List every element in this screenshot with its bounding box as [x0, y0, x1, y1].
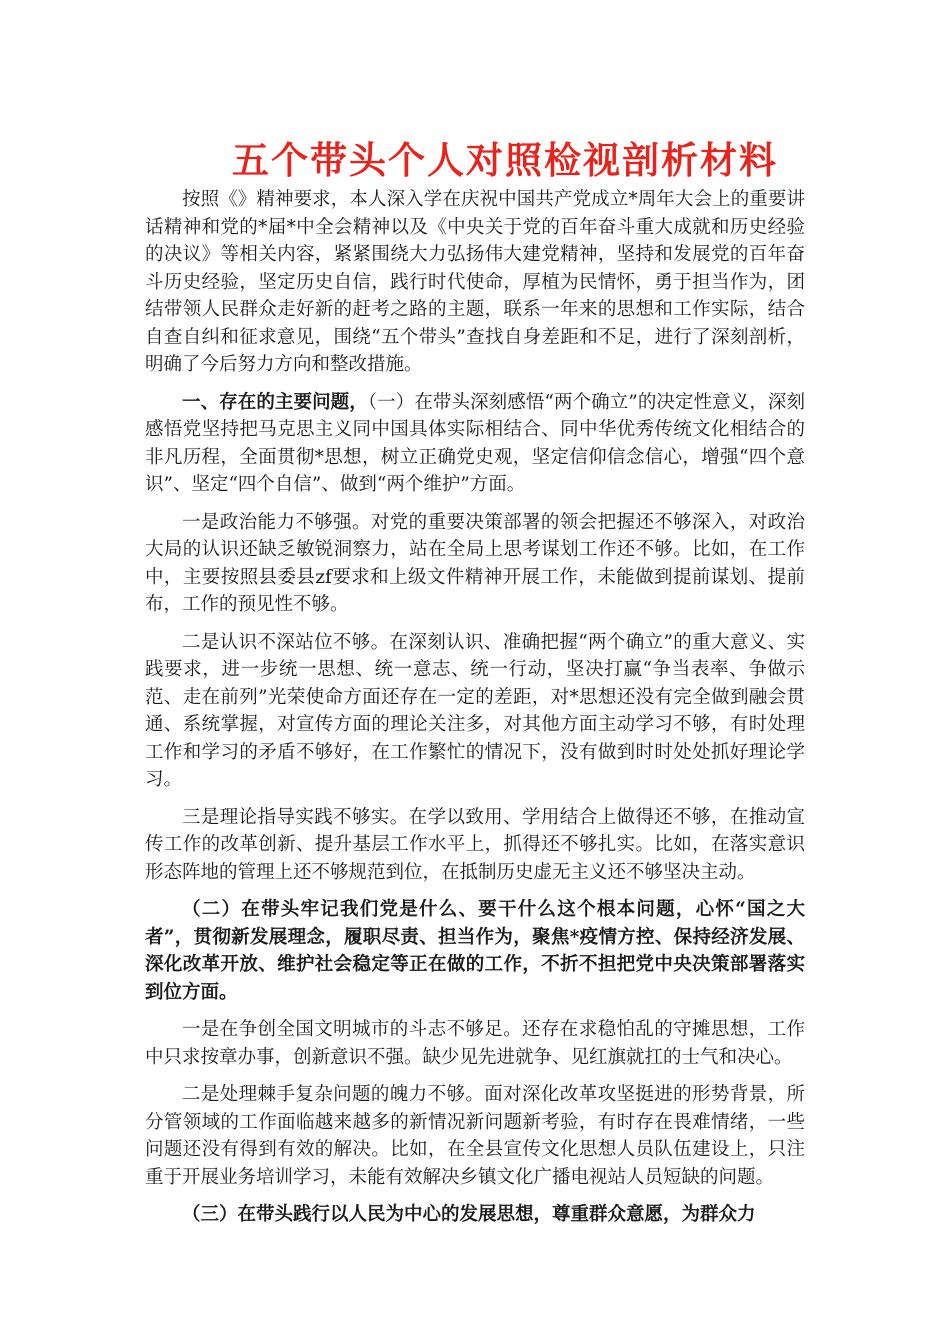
document-body: [145, 186, 805, 1239]
section1-paragraph: [145, 389, 805, 499]
problem-4-paragraph: 一是在争创全国文明城市的斗志不够足。还存在求稳怕乱的守摊思想，工作中只求按章办事，创新意识不强。缺少见先进就争、见红旗就扛的士气和决心。: [145, 1019, 805, 1068]
section3-subheading: （三）在带头践行以人民为中心的发展思想，尊重群众意愿，为群众力: [182, 1204, 756, 1225]
section1-heading: 一、存在的主要问题，: [182, 391, 368, 413]
section2-subheading: （二）在带头牢记我们党是什么、要干什么这个根本问题，心怀“国之大者”，贯彻新发展理念，履职尽责、担当作为，聚焦*疫情方控、保持经济发展、深化改革开放、维护社会稳定等正在做的工作，不折不担把党中央决策部署落实到位方面。: [145, 899, 805, 1003]
problem-5-paragraph: 二是处理棘手复杂问题的魄力不够。面对深化改革攻坚挺进的形势背景，所分管领域的工作面临越来越多的新情况新问题新考验，有时存在畏难情绪，一些问题还没有得到有效的解决。比如，在全县宣传文化思想人员队伍建设上，只注重于开展业务培训学习，未能有效解决乡镇文化广播电视站人员短缺的问题。: [145, 1084, 805, 1188]
section1-subheading: （一）在带头深刻感悟“两个确立”的决定性意义，深刻感悟党坚持把马克思主义同中国具体实际相结合、同中华优秀传统文化相结合的非凡历程，全面贯彻*思想，树立正确党史观，坚定信仰信念信心，增强“四个意识”、坚定“四个自信”、做到“两个维护”方面。: [145, 391, 805, 495]
problem-2-paragraph: 二是认识不深站位不够。在深刻认识、准确把握“两个确立”的重大意义、实践要求，进一步统一思想、统一意志、统一行动，坚决打赢“争当表率、争做示范、走在前列”光荣使命方面还存在一定的差距，对*思想还没有完全做到融会贯通、系统掌握，对宣传方面的理论关注多，对其他方面主动学习不够，有时处理工作和学习的矛盾不够好，在工作繁忙的情况下，没有做到时时处处抓好理论学习。: [145, 631, 805, 790]
document-title: 五个带头个人对照检视剖析材料: [232, 139, 778, 182]
problem-1-paragraph: 一是政治能力不够强。对党的重要决策部署的领会把握还不够深入，对政治大局的认识还缺乏敏锐洞察力，站在全局上思考谋划工作还不够。比如，在工作中，主要按照县委县zf要求和上级文件精神开展工作，未能做到提前谋划、提前布，工作的预见性不够。: [145, 511, 805, 615]
intro-paragraph: 按照《》精神要求，本人深入学在庆祝中国共产党成立*周年大会上的重要讲话精神和党的*届*中全会精神以及《中央关于党的百年奋斗重大成就和历史经验的决议》等相关内容，紧紧围绕大力弘扬伟大建党精神，坚持和发展党的百年奋斗历史经验，坚定历史自信，践行时代使命，厚植为民情怀，勇于担当作为，团结带领人民群众走好新的赶考之路的主题，联系一年来的思想和工作实际，结合自查自纠和征求意见，围绕“五个带头”查找自身差距和不足，进行了深刻剖析，明确了今后努力方向和整改措施。: [145, 189, 805, 375]
problem-3-paragraph: 三是理论指导实践不够实。在学以致用、学用结合上做得还不够，在推动宣传工作的改革创新、提升基层工作水平上，抓得还不够扎实。比如，在落实意识形态阵地的管理上还不够规范到位，在抵制历史虚无主义还不够坚决主动。: [145, 806, 805, 883]
